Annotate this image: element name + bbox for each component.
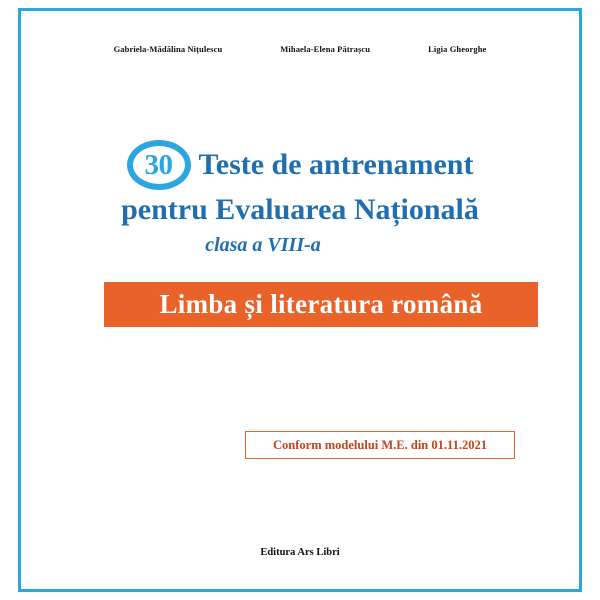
publisher-name: Editura Ars Libri bbox=[260, 547, 340, 558]
author-3: Ligia Gheorghe bbox=[428, 44, 487, 54]
subject-banner bbox=[104, 282, 538, 327]
title-grade-line: clasa a VIII-a bbox=[205, 234, 321, 256]
number-badge-icon bbox=[127, 140, 191, 190]
authors-row bbox=[21, 44, 579, 54]
conformity-box bbox=[245, 431, 515, 459]
conformity-text: Conform modelului M.E. din 01.11.2021 bbox=[273, 437, 487, 452]
title-second-line: pentru Evaluarea Națională bbox=[121, 193, 479, 226]
badge-number: 30 bbox=[144, 148, 173, 181]
cover-frame bbox=[18, 8, 582, 592]
title-main-text: Teste de antrenament bbox=[198, 148, 474, 181]
author-2: Mihaela-Elena Pătrașcu bbox=[280, 44, 371, 54]
subject-banner-text: Limba și literatura română bbox=[159, 289, 483, 319]
author-1: Gabriela-Mădălina Nițulescu bbox=[113, 44, 223, 54]
title-first-line bbox=[21, 139, 579, 191]
title-block bbox=[21, 139, 579, 257]
